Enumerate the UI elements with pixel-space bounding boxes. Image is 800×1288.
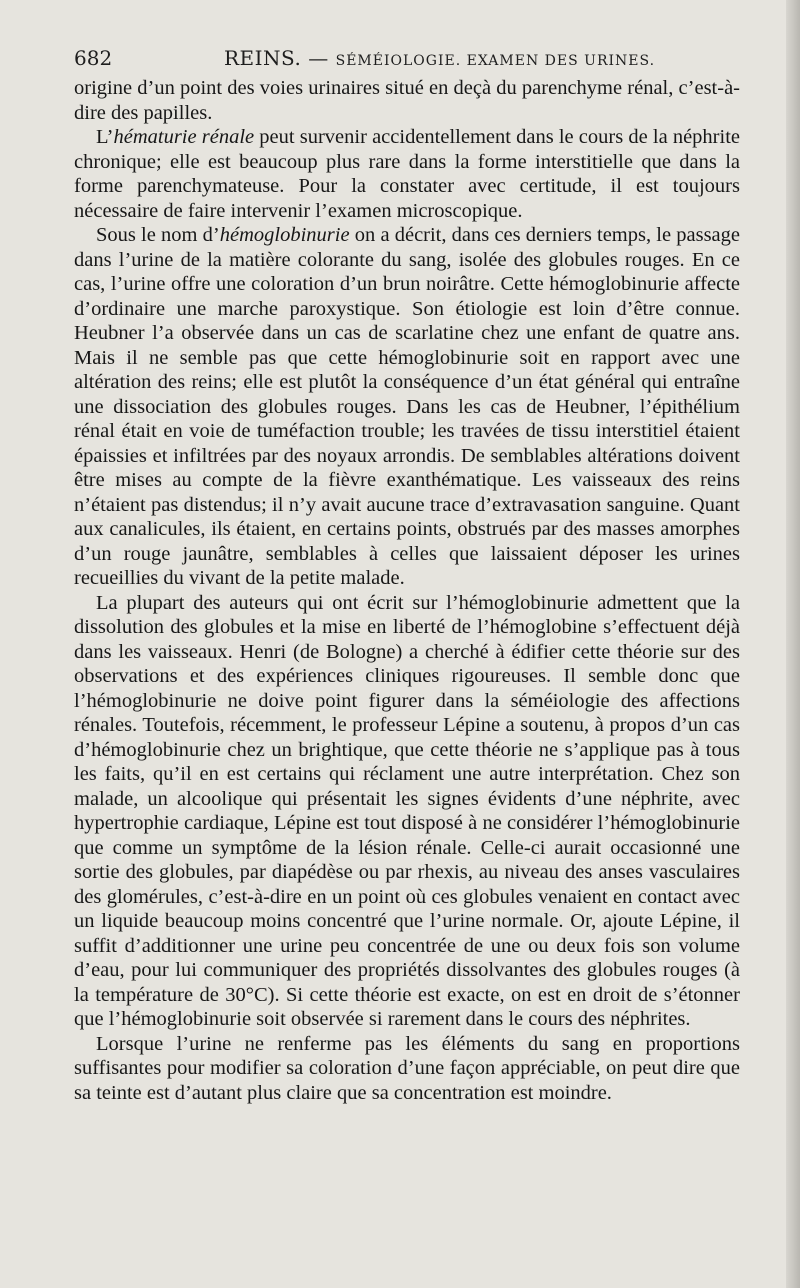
paragraph-continuation [74,76,740,125]
section-title: SÉMÉIOLOGIE. EXAMEN DES URINES. [335,53,656,69]
paragraph-hematurie [74,125,740,223]
title-dash: — [301,46,336,70]
paragraph-lead: L’ [96,126,114,148]
paragraph-text: origine d’un point des voies urinaires situé en deçà du parenchyme rénal, c’est-à-dire des papilles. [74,77,740,124]
body-text [74,76,740,1105]
italic-term: hématurie rénale [113,126,255,148]
paragraph-text: Lorsque l’urine ne renferme pas les éléments du sang en proportions suffisantes pour modifier sa coloration d’une façon appréciable, on peut dire que sa teinte est d’autant plus claire que sa concentration est moindre. [74,1032,740,1104]
paragraph-text: La plupart des auteurs qui ont écrit sur l’hémoglobinurie admettent que la dissolution des globules et la mise en liberté de l’hémoglobine s’effectuent déjà dans les vaisseaux. Henri (de Bologne) a cherché à édifier cette théorie sur des observations et des expériences cliniques rigoureuses. Il semble donc que l’hémoglobinurie ne doive point figurer dans la séméiologie des affections rénales. Toutefois, récemment, le professeur Lépine a soutenu, à propos d’un cas d’hémoglobinurie chez un brightique, que cette théorie ne s’applique pas à tous les faits, qu’il en est certains qui réclament une autre interprétation. Chez son malade, un alcoolique qui présentait les signes évidents d’une néphrite, avec hypertrophie cardiaque, Lépine est tout disposé à ne considérer l’hémoglobinurie que comme un symptôme de la lésion rénale. Celle-ci aurait occasionné une sortie des globules, par diapédèse ou par rhexis, au niveau des anses vasculaires des glomérules, c’est-à-dire en un point où ces globules venaient en contact avec un liquide beaucoup moins concentré que l’urine normale. Or, ajoute Lépine, il suffit d’additionner une urine peu concentrée de une ou deux fois son volume d’eau, pour lui communiquer des propriétés dissolvantes des globules rouges (à la température de 30°C). Si cette théorie est exacte, on est en droit de s’étonner que l’hémoglobinurie soit observée si rarement dans le cours des néphrites. [74,591,740,1030]
chapter-title: REINS. [224,46,302,70]
paragraph-hemoglobinurie [74,223,740,591]
running-title [224,46,655,70]
paragraph-text: on a décrit, dans ces derniers temps, le passage dans l’urine de la matière colorante du sang, isolée des globules rouges. En ce cas, l’urine offre une coloration d’un brun noirâtre. Cette hémoglobinurie affecte d’ordinaire une marche paroxystique. Son étiologie est loin d’être connue. Heubner l’a observée dans un cas de scarlatine chez une enfant de quatre ans. Mais il ne semble pas que cette hémoglobinurie soit en rapport avec une altération des reins; elle est plutôt la conséquence d’un état général qui entraîne une dissociation des globules rouges. Dans les cas de Heubner, l’épithélium rénal était en voie de tuméfaction trouble; les travées de tissu interstitiel étaient épaissies et infiltrées par des noyaux arrondis. De semblables altérations doivent être mises au compte de la fièvre exanthématique. Les vaisseaux des reins n’étaient pas distendus; il n’y avait aucune trace d’extravasation sanguine. Quant aux canalicules, ils étaient, en certains points, obstrués par des masses amorphes d’un rouge jaunâtre, semblables à celles que laissaient déposer les urines recueillies du vivant de la petite malade. [74,224,741,589]
page-number: 682 [74,46,113,70]
paragraph-text: peut survenir accidentellement dans le cours de la néphrite chronique; elle est beaucoup plus rare dans la forme interstitielle que dans la forme parenchymateuse. Pour la constater avec certitude, il est toujours nécessaire de faire intervenir l’examen microscopique. [74,126,740,222]
paragraph-lead: Sous le nom d’ [96,224,220,246]
running-header [74,44,740,74]
paragraph-conclusion [74,1032,740,1106]
paragraph-auteurs [74,591,740,1032]
italic-term: hémoglobinurie [219,224,350,246]
page-edge-shadow [786,0,800,1288]
